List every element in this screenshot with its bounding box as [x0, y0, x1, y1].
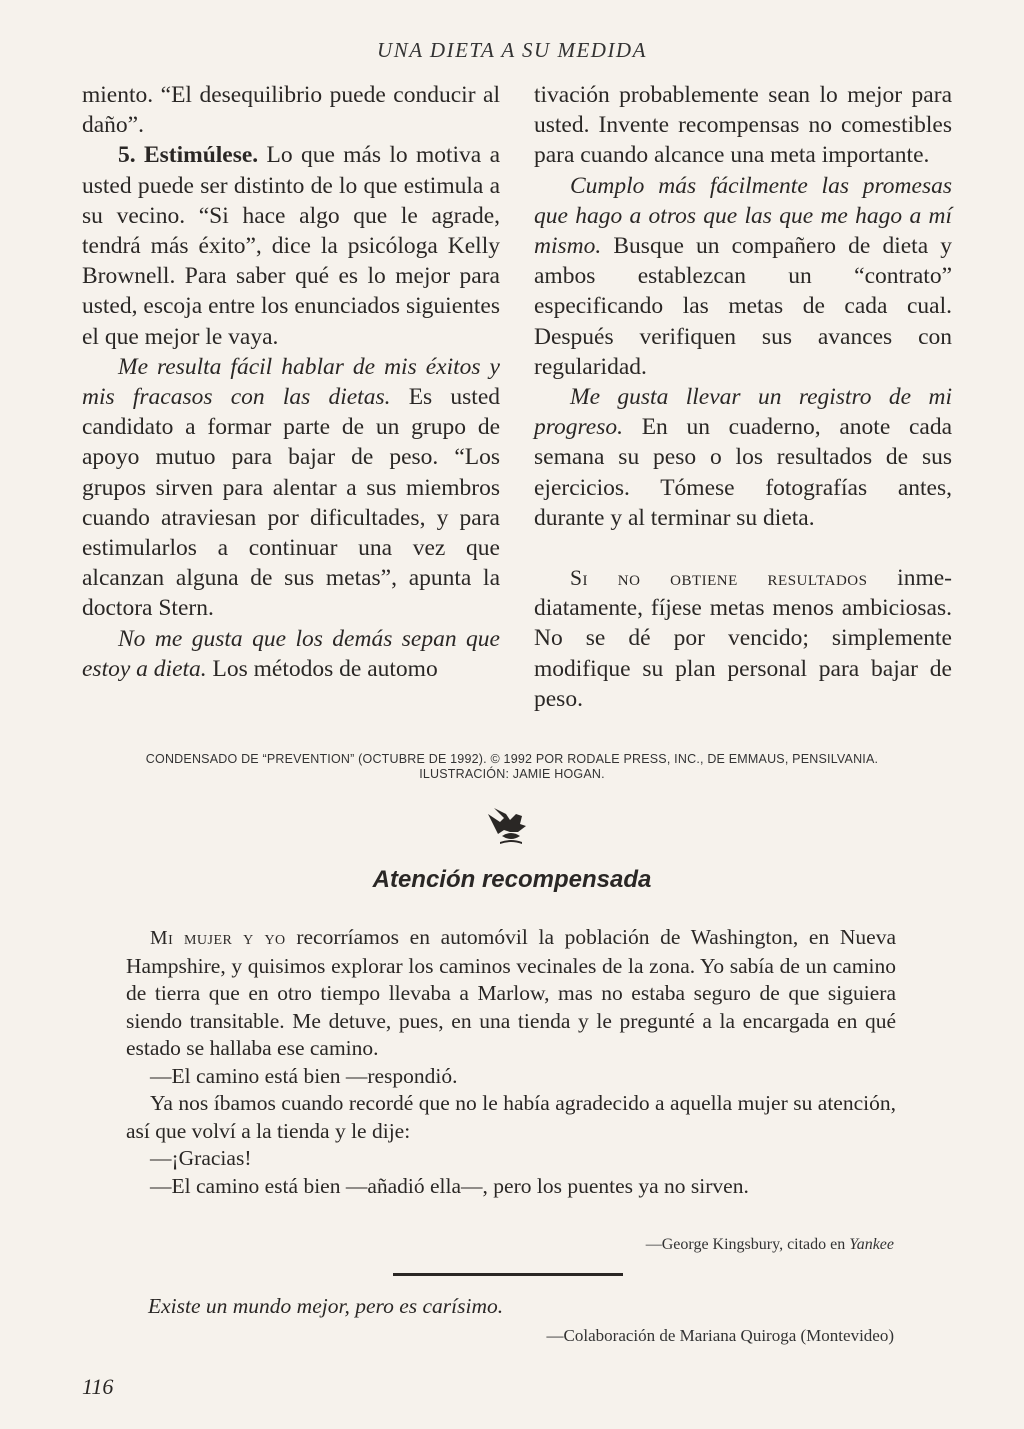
dialogue-line: —El camino está bien —añadió ella—, pero los puentes ya no sirven. [150, 1173, 749, 1198]
paragraph [534, 382, 952, 533]
anecdote-attribution [646, 1236, 894, 1254]
paragraph [126, 924, 896, 1063]
divider [393, 1273, 623, 1276]
dialogue-line: —¡Gracias! [150, 1146, 252, 1170]
italic-statement: Cumplo más fácilmente las promesas que hago a otros que las que me hago a mí mismo. [534, 172, 952, 260]
paragraph-text: En un cuaderno, anote cada semana su peso o los resultados de sus ejercicios. Tómese fotografías antes, durante y al terminar su dieta. [534, 414, 952, 531]
attribution-text: —George Kingsbury, citado en [645, 1236, 850, 1253]
paragraph-text: Busque un compañero de dieta y ambos establezcan un “contrato” especificando las metas de cada cual. Después verifiquen sus avances con regularidad. [534, 233, 952, 380]
italic-statement: No me gusta que los demás sepan que estoy a dieta. [82, 625, 500, 682]
dialogue-line: —El camino está bien —respondió. [150, 1063, 458, 1088]
paragraph-text: Lo que más lo motiva a usted puede ser distinto de lo que estimula a su vecino. “Si hace algo que le agrade, tendrá más éxito”, dice la psicóloga Kelly Brownell. Para saber qué es lo mejor para usted, escoja entre los enunciados siguientes el que mejor le vaya. [82, 142, 500, 350]
paragraph: miento. “El desequilibrio puede conducir al daño”. [82, 82, 500, 139]
small-caps-lead: Mi mujer y yo [150, 927, 286, 949]
paragraph: tivación probablemente sean lo mejor para usted. Invente recompensas no comestibles para cuando alcance una meta importante. [534, 82, 952, 169]
paragraph-text: inmediatamente, fíjese metas menos ambiciosas. No se dé por vencido; simplemente modifique su plan personal para bajar de peso. [534, 565, 952, 712]
paragraph [82, 140, 500, 351]
paragraph [534, 171, 952, 382]
quote-text: Existe un mundo mejor, pero es carísimo. [148, 1294, 504, 1318]
right-column [534, 80, 952, 714]
paragraph [82, 352, 500, 624]
page-number: 116 [82, 1374, 114, 1399]
anecdote [126, 924, 896, 1200]
paragraph-text: Los métodos de automo [206, 655, 438, 682]
running-header: UNA DIETA A SU MEDIDA [377, 38, 647, 62]
small-caps-lead: Si no obtiene resultados [570, 566, 868, 591]
quote-attribution: —Colaboración de Mariana Quiroga (Montevideo) [546, 1326, 894, 1345]
illustration-credit: ILUSTRACIÓN: JAMIE HOGAN. [419, 767, 605, 781]
italic-statement: Me gusta llevar un registro de mi progreso. [534, 384, 952, 441]
left-column [82, 80, 500, 684]
paragraph [82, 624, 500, 684]
italic-statement: Me resulta fácil hablar de mis éxitos y mis fracasos con las dietas. [82, 353, 500, 411]
pegasus-emblem-icon [480, 800, 542, 850]
credit-line: CONDENSADO DE “PREVENTION” (OCTUBRE DE 1992). © 1992 POR RODALE PRESS, INC., DE EMMAUS, PENSILVANIA. [145, 752, 879, 766]
section-title: Atención recompensada [372, 866, 652, 893]
paragraph: Ya nos íbamos cuando recordé que no le había agradecido a aquella mujer su atención, así que volví a la tienda y le dije: [126, 1091, 896, 1143]
paragraph-text: Es usted candidato a formar parte de un grupo de apoyo mutuo para bajar de peso. “Los grupos sirven para alentar a sus miembros cuando atraviesan por dificultades, y para estimularlos a continuar una vez que alcanzan alguna de sus metas”, apunta la doctora Stern. [82, 384, 501, 622]
article-credit [0, 752, 1024, 782]
paragraph [534, 563, 952, 714]
subheading: 5. Estimúlese. [118, 142, 259, 169]
paragraph-text: recorríamos en automóvil la población de Washington, en Nueva Hampshire, y quisimos explorar los caminos vecinales de la zona. Yo sabía de un camino de tierra que en otro tiempo llevaba a Marlow, mas no estaba seguro de que siguiera siendo transitable. Me detuve, pues, en una tienda y le pregunté a la encargada en qué estado se hallaba ese camino. [126, 925, 896, 1060]
attribution-source: Yankee [849, 1236, 894, 1253]
